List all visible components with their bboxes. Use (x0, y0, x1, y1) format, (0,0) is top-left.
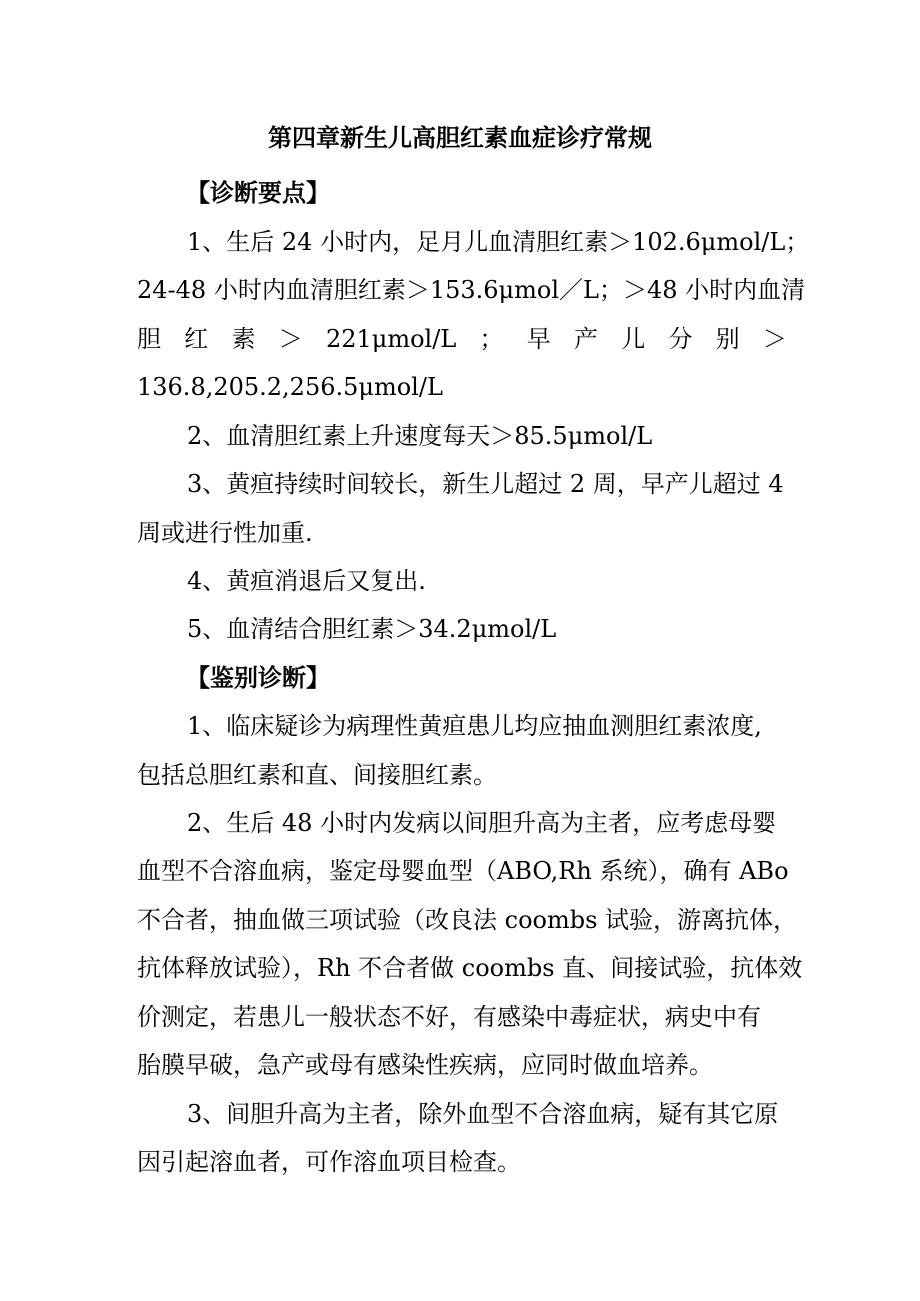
paragraph-text: 5、血清结合胆红素＞34.2μmol/L (187, 615, 557, 643)
paragraph-text: 1、生后 24 小时内，足月儿血清胆红素＞102.6μmol/L； (187, 228, 810, 256)
paragraph-text: 2、生后 48 小时内发病以间胆升高为主者，应考虑母婴 (187, 809, 777, 837)
paragraph-text: 因引起溶血者，可作溶血项目检查。 (137, 1148, 521, 1176)
paragraph-text: 抗体释放试验），Rh 不合者做 coombs 直、间接试验，抗体效 (137, 954, 803, 982)
paragraph-text: 周或进行性加重. (137, 519, 313, 547)
text-fragment: 儿 (621, 325, 646, 353)
text-fragment: 素 (231, 325, 256, 353)
paragraph-text: 胎膜早破，急产或母有感染性疾病，应同时做血培养。 (137, 1051, 713, 1079)
justified-text-line (137, 322, 787, 356)
paragraph-text: 包括总胆红素和直、间接胆红素。 (137, 761, 497, 789)
text-fragment: ＞ (762, 325, 787, 353)
paragraph-text: 3、黄疸持续时间较长，新生儿超过 2 周，早产儿超过 4 (187, 470, 784, 498)
text-fragment: 产 (573, 325, 598, 353)
document-title: 第四章新生儿高胆红素血症诊疗常规 (268, 123, 652, 152)
text-fragment: ＞ (278, 325, 303, 353)
paragraph-text: 价测定，若患儿一般状态不好，有感染中毒症状，病史中有 (137, 1003, 761, 1031)
paragraph-text: 3、间胆升高为主者，除外血型不合溶血病，疑有其它原 (187, 1100, 779, 1128)
text-fragment: 221μmol/L (325, 325, 457, 353)
text-fragment: 红 (184, 325, 209, 353)
paragraph-text: 1、临床疑诊为病理性黄疸患儿均应抽血测胆红素浓度, (187, 712, 762, 740)
paragraph-text: 不合者，抽血做三项试验（改良法 coombs 试验，游离抗体， (137, 906, 798, 934)
differential-heading-text: 【鉴别诊断】 (186, 663, 330, 692)
paragraph-text: 血型不合溶血病，鉴定母婴血型（ABO,Rh 系统），确有 ABo (137, 857, 789, 885)
text-fragment: 胆 (137, 325, 161, 353)
paragraph-text: 24-48 小时内血清胆红素＞153.6μmol／L；＞48 小时内血清 (137, 276, 806, 304)
text-fragment: ； (479, 325, 504, 353)
text-fragment: 别 (715, 325, 740, 353)
diagnosis-heading-text: 【诊断要点】 (186, 178, 330, 207)
text-fragment: 早 (526, 325, 551, 353)
text-fragment: 分 (668, 325, 693, 353)
paragraph-text: 2、血清胆红素上升速度每天＞85.5μmol/L (187, 422, 653, 450)
paragraph-text: 136.8,205.2,256.5μmol/L (137, 373, 443, 401)
paragraph-text: 4、黄疸消退后又复出. (187, 567, 426, 595)
